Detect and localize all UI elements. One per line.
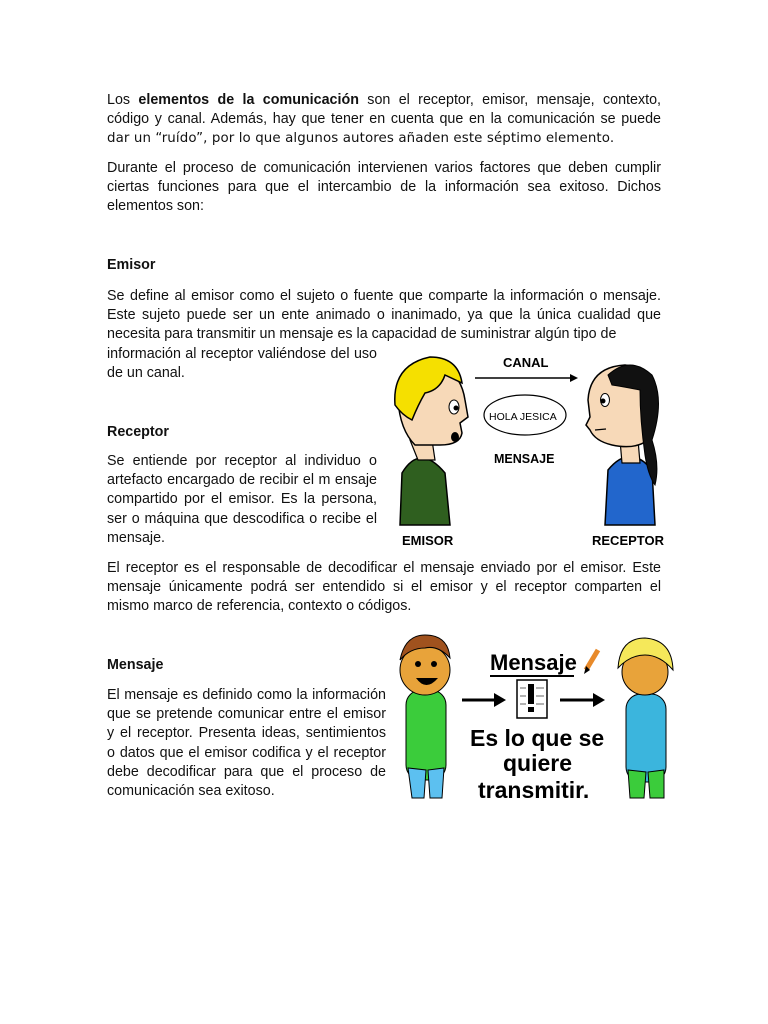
emisor-paragraph-cont: información al receptor valiéndose del uso de un canal. (107, 346, 377, 382)
process-paragraph: Durante el proceso de comunicación intervienen varios factores que deben cumplir ciertas funciones para que el intercambio de la información sea exitoso. Dichos elementos son: (107, 160, 661, 215)
mensaje-title: Mensaje (490, 650, 577, 675)
emisor-person (395, 357, 468, 525)
emisor-heading: Emisor (107, 257, 156, 273)
bubble-text: HOLA JESICA (489, 411, 557, 423)
emisor-label: EMISOR (402, 533, 454, 548)
receptor-heading: Receptor (107, 424, 169, 440)
figure2-line3: transmitir. (478, 777, 590, 803)
intro-rest: son el receptor, emisor, mensaje, contexto, código y canal. Además, hay que tener en cuenta que en la comunicación se puede (107, 92, 661, 128)
document-icon (517, 680, 547, 718)
intro-line3: dar un “ruído”, por lo que algunos autores añaden este séptimo elemento. (107, 131, 615, 147)
receptor-paragraph: Se entiende por receptor al individuo o artefacto encargado de recibir el m ensaje compartido por el emisor. Es la persona, ser o máquina que descodifica o recibe el mensaje. (107, 453, 377, 546)
intro-prefix: Los (107, 92, 139, 108)
mensaje-heading: Mensaje (107, 657, 164, 673)
figure2-line1: Es lo que se (470, 725, 605, 751)
sender-cartoon (400, 635, 450, 798)
receiver-cartoon (618, 638, 673, 798)
communication-figure (390, 345, 665, 555)
receptor-person (586, 365, 659, 525)
intro-bold-term: elementos de la comunicación (138, 92, 359, 108)
pencil-icon (584, 650, 598, 674)
mensaje-label: MENSAJE (494, 452, 555, 466)
canal-label: CANAL (503, 355, 549, 370)
receptor-paragraph-2: El receptor es el responsable de decodificar el mensaje enviado por el emisor. Este mensaje únicamente podrá ser entendido si el emisor y el receptor comparten el mismo marco de referencia, contexto o códigos. (107, 560, 661, 615)
mensaje-paragraph: El mensaje es definido como la información que se pretende comunicar entre el emisor y el receptor. Presenta ideas, sentimientos o datos que el emisor codifica y el receptor debe decodificar para que el proceso de comunicación sea exitoso. (107, 687, 386, 800)
emisor-paragraph: Se define al emisor como el sujeto o fuente que comparte la información o mensaje. Este sujeto puede ser un ente animado o inanimado, ya que la única cualidad que necesita para transmitir un mensaje es la capacidad de suministrar algún tipo de (107, 288, 661, 343)
intro-paragraph (107, 91, 661, 149)
mensaje-figure (390, 630, 690, 810)
receptor-label: RECEPTOR (592, 533, 664, 548)
figure2-line2: quiere (503, 750, 573, 776)
